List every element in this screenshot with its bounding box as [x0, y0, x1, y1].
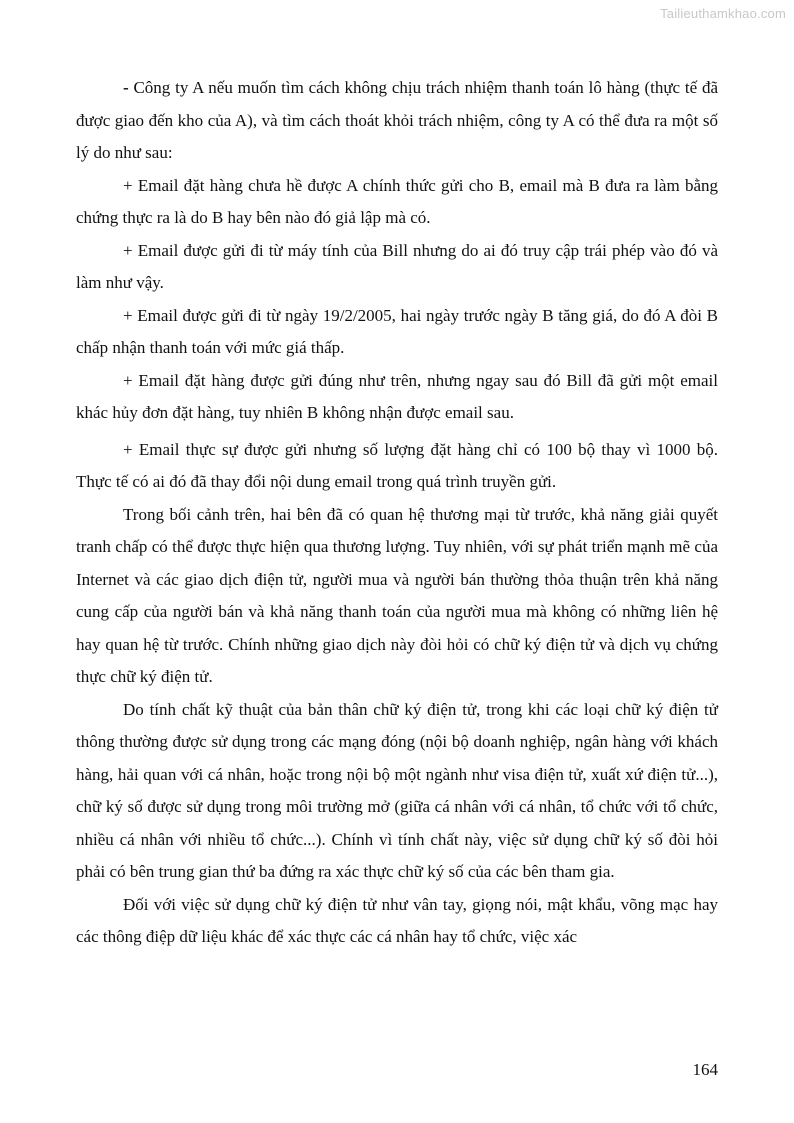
- reason-item-2: + Email được gửi đi từ máy tính của Bill nhưng do ai đó truy cập trái phép vào đó và làm như vậy.: [76, 240, 718, 292]
- reason-item-1: + Email đặt hàng chưa hề được A chính thức gửi cho B, email mà B đưa ra làm bằng chứng thực ra là do B hay bên nào đó giả lập mà có.: [76, 175, 718, 227]
- reason-item-3: + Email được gửi đi từ ngày 19/2/2005, hai ngày trước ngày B tăng giá, do đó A đòi B chấp nhận thanh toán với mức giá thấp.: [76, 305, 718, 357]
- bullet-dash: -: [123, 78, 134, 97]
- reason-item-4: + Email đặt hàng được gửi đúng như trên, nhưng ngay sau đó Bill đã gửi một email khác hủy đơn đặt hàng, tuy nhiên B không nhận được email sau.: [76, 370, 718, 422]
- paragraph-biometric: Đối với việc sử dụng chữ ký điện tử như vân tay, giọng nói, mật khẩu, võng mạc hay các thông điệp dữ liệu khác để xác thực các cá nhân hay tổ chức, việc xác: [76, 894, 718, 946]
- paragraph-technical: Do tính chất kỹ thuật của bản thân chữ ký điện tử, trong khi các loại chữ ký điện tử thông thường được sử dụng trong các mạng đóng (nội bộ doanh nghiệp, ngân hàng với khách hàng, hải quan với cá nhân, hoặc trong nội bộ một ngành như visa điện tử, xuất xứ điện tử...), chữ ký số được sử dụng trong môi trường mở (giữa cá nhân với cá nhân, tổ chức với tổ chức, nhiều cá nhân với nhiều tổ chức...). Chính vì tính chất này, việc sử dụng chữ ký số đòi hỏi phải có bên trung gian thứ ba đứng ra xác thực chữ ký số của các bên tham gia.: [76, 699, 718, 881]
- paragraph-context: Trong bối cảnh trên, hai bên đã có quan hệ thương mại từ trước, khả năng giải quyết tranh chấp có thể được thực hiện qua thương lượng. Tuy nhiên, với sự phát triển mạnh mẽ của Internet và các giao dịch điện tử, người mua và người bán thường thỏa thuận trên khả năng cung cấp của người bán và khả năng thanh toán của người mua mà không có những liên hệ hay quan hệ từ trước. Chính những giao dịch này đòi hỏi có chữ ký điện tử và dịch vụ chứng thực chữ ký điện tử.: [76, 504, 718, 686]
- reason-item-5: + Email thực sự được gửi nhưng số lượng đặt hàng chỉ có 100 bộ thay vì 1000 bộ. Thực tế có ai đó đã thay đổi nội dung email trong quá trình truyền gửi.: [76, 439, 718, 491]
- document-body: [76, 72, 718, 954]
- page-number: 164: [692, 1060, 718, 1079]
- watermark: Tailieuthamkhao.com: [660, 6, 786, 21]
- paragraph-text: Công ty A nếu muốn tìm cách không chịu trách nhiệm thanh toán lô hàng (thực tế đã được giao đến kho của A), và tìm cách thoát khỏi trách nhiệm, công ty A có thể đưa ra một số lý do như sau:: [76, 78, 718, 162]
- paragraph-company-a: [76, 72, 718, 170]
